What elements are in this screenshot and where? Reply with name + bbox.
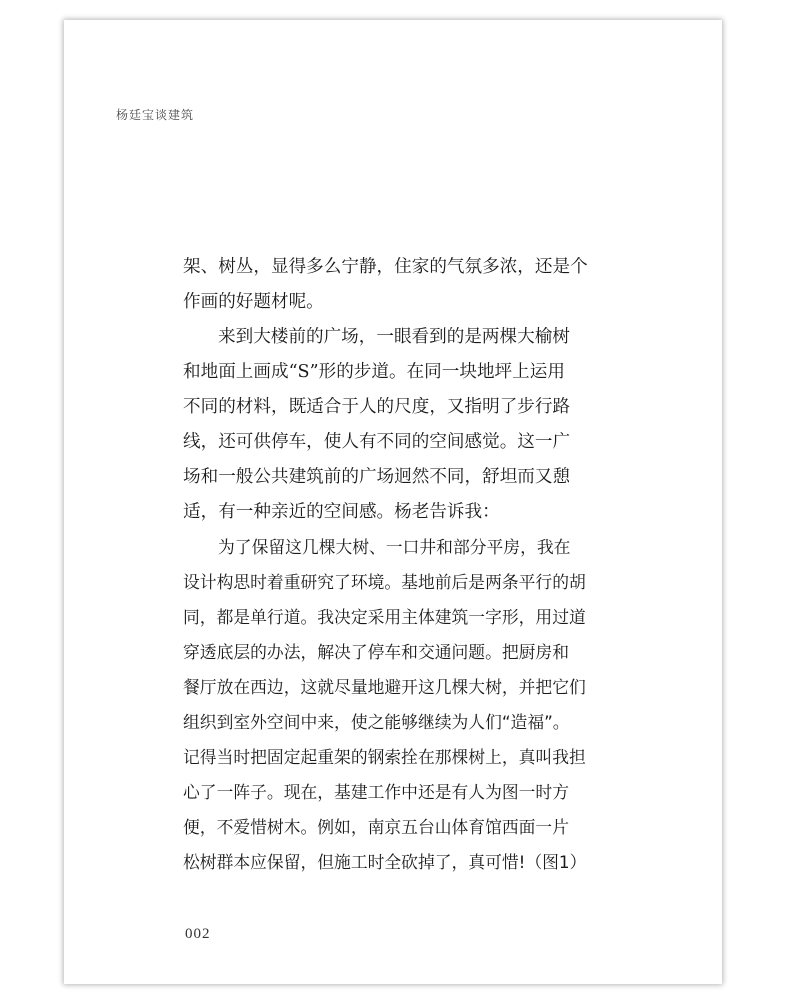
- quote-line: 组织到室外空间中来，使之能够继续为人们“造福”。: [183, 712, 570, 732]
- text-line: 架、树丛，显得多么宁静，住家的气氛多浓，还是个: [183, 257, 588, 277]
- body-text: [183, 250, 603, 880]
- page-number: 002: [185, 926, 211, 942]
- quote-line: 设计构思时着重研究了环境。基地前后是两条平行的胡: [183, 572, 586, 592]
- text-line: 适，有一种亲近的空间感。杨老告诉我：: [183, 502, 500, 522]
- text-line: 不同的材料，既适合于人的尺度，又指明了步行路: [183, 397, 571, 417]
- quote-line: 为了保留这几棵大树、一口井和部分平房，我在: [218, 537, 571, 557]
- text-line: 线，还可供停车，使人有不同的空间感觉。这一广: [183, 432, 571, 452]
- quote-line: 便，不爱惜树木。例如，南京五台山体育馆西面一片: [183, 817, 569, 837]
- quote-line: 松树群本应保留，但施工时全砍掉了，真可惜!（图1）: [183, 852, 587, 872]
- text-line: 场和一般公共建筑前的广场迥然不同，舒坦而又憩: [183, 467, 571, 487]
- quote-line: 穿透底层的办法，解决了停车和交通问题。把厨房和: [183, 642, 569, 662]
- quote-line: 餐厅放在西边，这就尽量地避开这几棵大树，并把它们: [183, 677, 586, 697]
- quote-line: 心了一阵子。现在，基建工作中还是有人为图一时方: [183, 782, 569, 802]
- text-line: 来到大楼前的广场，一眼看到的是两棵大榆树: [218, 327, 570, 347]
- text-line: 作画的好题材呢。: [183, 292, 324, 312]
- text-line: 和地面上画成“S”形的步道。在同一块地坪上运用: [183, 362, 565, 382]
- quote-line: 同，都是单行道。我决定采用主体建筑一字形，用过道: [183, 607, 586, 627]
- running-head: 杨廷宝谈建筑: [116, 108, 195, 122]
- quote-line: 记得当时把固定起重架的钢索拴在那棵树上，真叫我担: [183, 747, 586, 767]
